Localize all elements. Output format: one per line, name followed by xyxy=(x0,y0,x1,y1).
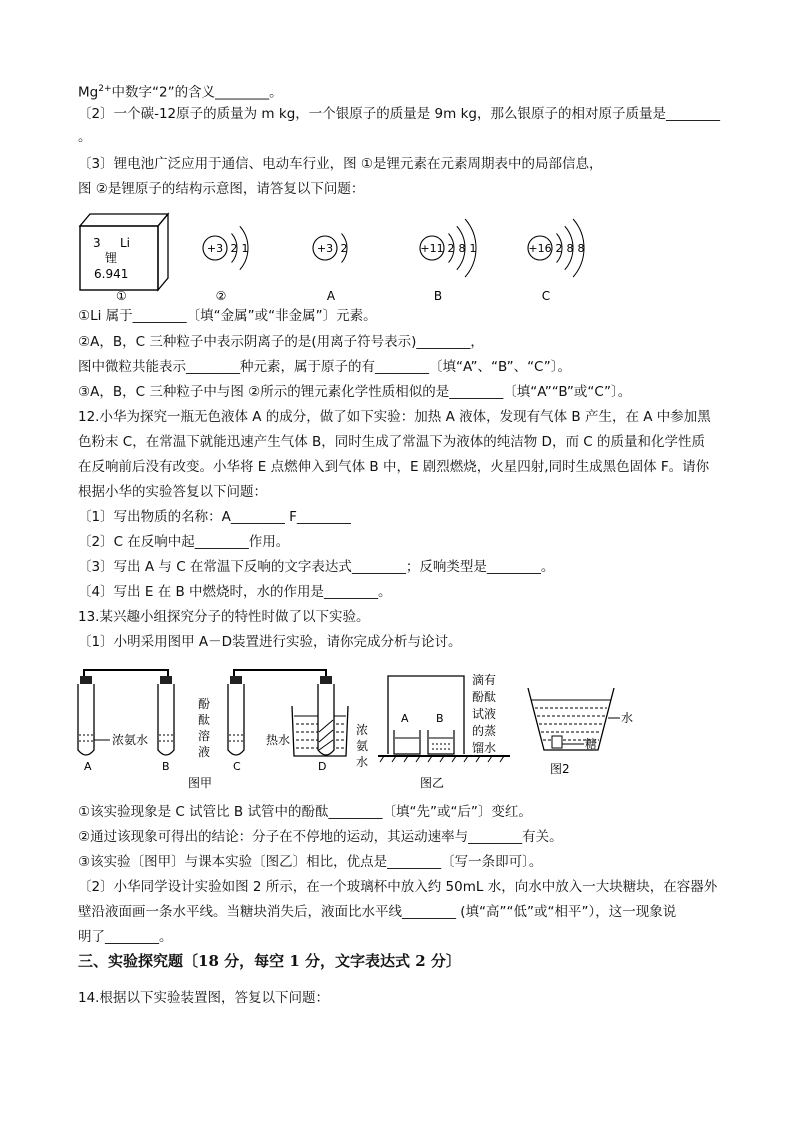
q12-sub-1: 〔1〕写出物质的名称：A________ F________ xyxy=(78,509,351,525)
svg-text:滴有: 滴有 xyxy=(472,673,497,687)
q13-answer-1: ①该实验现象是 C 试管比 B 试管中的酚酞________〔填“先”或“后”〕变红。 xyxy=(78,804,532,820)
q12-sub-3: 〔3〕写出 A 与 C 在常温下反响的文字表达式________；反响类型是________。 xyxy=(78,559,555,575)
electron-count: 1 xyxy=(241,242,249,255)
q12-line-4: 根据小华的实验答复以下问题： xyxy=(78,484,267,500)
atom-diagrams xyxy=(203,219,585,303)
svg-text:试液: 试液 xyxy=(472,707,497,721)
element-symbol: Li xyxy=(120,236,131,250)
electron-count: 2 xyxy=(447,242,455,255)
svg-text:的蒸: 的蒸 xyxy=(472,724,497,738)
figure-2-sugar-cup xyxy=(528,688,633,776)
tube-label-a: A xyxy=(84,760,92,773)
atom-label: A xyxy=(326,289,336,303)
electron-count: 2 xyxy=(555,242,563,255)
element-number: 3 xyxy=(93,236,101,250)
svg-text:氨: 氨 xyxy=(356,739,369,753)
label-phenolphthalein xyxy=(198,697,210,759)
q13-line-2: 〔1〕小明采用图甲 A－D装置进行实验，请你完成分析与论讨。 xyxy=(78,634,462,650)
electron-count: 8 xyxy=(566,242,574,255)
q13-answer-2: ②通过该现象可得出的结论：分子在不停地的运动，其运动速率与________有关。 xyxy=(78,829,563,845)
atom-label: C xyxy=(541,289,551,303)
diffusion-figure xyxy=(70,660,634,795)
svg-text:溶: 溶 xyxy=(198,729,211,743)
lithium-figure xyxy=(70,200,590,306)
svg-text:酚: 酚 xyxy=(198,697,211,711)
tube-label-d: D xyxy=(318,760,327,773)
label-hot-water: 热水 xyxy=(266,733,291,747)
q11-answer-1: ①Li 属于________〔填“金属”或“非金属”〕元素。 xyxy=(78,308,377,324)
yi-cup-b: B xyxy=(436,712,444,725)
nucleus-charge: +11 xyxy=(420,242,444,255)
label-conc-ammonia: 浓氨水 xyxy=(112,733,149,747)
svg-text:酞: 酞 xyxy=(198,713,211,727)
q13-line-1: 13.某兴趣小组探究分子的特性时做了以下实验。 xyxy=(78,609,370,625)
svg-text:液: 液 xyxy=(198,745,211,759)
periodic-table-cell xyxy=(80,214,168,290)
q13-part2-line-1: 〔2〕小华同学设计实验如图 2 所示，在一个玻璃杯中放入约 50mL 水，向水中放入一大块糖块，在容器外 xyxy=(78,879,718,895)
q12-sub-4: 〔4〕写出 E 在 B 中燃烧时，水的作用是________。 xyxy=(78,584,392,600)
element-name: 锂 xyxy=(105,251,118,265)
q11-line-5: 图 ②是锂原子的结构示意图，请答复以下问题： xyxy=(78,181,365,197)
electron-count: 8 xyxy=(458,242,466,255)
q11-answer-4: ③A，B，C 三种粒子中与图 ②所示的锂元素化学性质相似的是________〔填“A”“B”或“C”〕。 xyxy=(78,384,632,400)
q13-part2-line-2: 壁沿液面画一条水平线。当糖块消失后，液面比水平线________ (填“高”“低”或“相平”），这一现象说 xyxy=(78,904,677,920)
q13-part2-line-3: 明了________。 xyxy=(78,929,173,945)
element-mass: 6.941 xyxy=(94,267,129,281)
q13-answer-3: ③该实验〔图甲〕与课本实验〔图乙〕相比，优点是________〔写一条即可〕。 xyxy=(78,854,543,870)
atom-label: B xyxy=(433,289,443,303)
svg-text:水: 水 xyxy=(356,755,369,769)
svg-text:馏水: 馏水 xyxy=(472,741,497,755)
q12-sub-2: 〔2〕C 在反响中起________作用。 xyxy=(78,534,290,550)
tube-label-b: B xyxy=(162,760,170,773)
atom-diagram-B xyxy=(420,219,477,303)
atom-diagram-C xyxy=(528,219,585,303)
nucleus-charge: +16 xyxy=(528,242,552,255)
svg-text:浓: 浓 xyxy=(356,723,369,737)
apparatus-cd xyxy=(228,670,368,773)
electron-count: 8 xyxy=(577,242,585,255)
svg-text:酚酞: 酚酞 xyxy=(472,690,497,704)
label-water: 水 xyxy=(621,711,634,725)
electron-count: 2 xyxy=(230,242,238,255)
q12-line-2: 色粉末 C，在常温下就能迅速产生气体 B，同时生成了常温下为液体的纯洁物 D，而 C 的质量和化学性质 xyxy=(78,434,705,450)
figure-label-1: ① xyxy=(116,289,127,303)
q14-prompt: 14.根据以下实验装置图，答复以下问题： xyxy=(78,990,329,1006)
tube-label-c: C xyxy=(233,760,241,773)
atom-label: ② xyxy=(215,289,227,303)
electron-count: 1 xyxy=(469,242,477,255)
label-sugar: 糖 xyxy=(585,737,598,751)
figure-yi-label: 图乙 xyxy=(420,776,445,790)
q12-line-3: 在反响前后没有改变。小华将 E 点燃伸入到气体 B 中，E 剧烈燃烧，火星四射,同时生成黑色固体 F。请你 xyxy=(78,459,710,475)
q11-answer-2: ②A，B，C 三种粒子中表示阴离子的是(用离子符号表示)________， xyxy=(78,334,484,350)
nucleus-charge: +3 xyxy=(316,242,334,255)
figure-2-label: 图2 xyxy=(550,762,570,776)
apparatus-ab xyxy=(78,670,174,773)
figure-jia-label: 图甲 xyxy=(188,776,213,790)
q11-line-4: 〔3〕锂电池广泛应用于通信、电动车行业，图 ①是锂元素在元素周期表中的局部信息， xyxy=(78,156,603,172)
nucleus-charge: +3 xyxy=(206,242,224,255)
q11-line-mg: $Mg^{2+}$中数字“2”的含义________。 xyxy=(78,84,283,101)
electron-count: 2 xyxy=(340,242,348,255)
figure-yi xyxy=(378,673,510,790)
atom-diagram-A xyxy=(313,233,348,303)
yi-cup-a: A xyxy=(401,712,409,725)
section-3-heading: 三、实验探究题〔18 分，每空 1 分，文字表达式 2 分〕 xyxy=(78,952,461,970)
atom-diagram-② xyxy=(203,226,249,303)
q11-answer-3: 图中微粒共能表示________种元素，属于原子的有________〔填“A”、“B”、“C”〕。 xyxy=(78,359,571,375)
q12-line-1: 12.小华为探究一瓶无色液体 A 的成分，做了如下实验：加热 A 液体，发现有气体 B 产生，在 A 中参加黑 xyxy=(78,409,711,425)
q11-line-3: 。 xyxy=(78,129,92,145)
q11-line-2: 〔2〕一个碳-12原子的质量为 m kg，一个银原子的质量是 9m kg，那么银原子的相对原子质量是________ xyxy=(78,106,720,122)
